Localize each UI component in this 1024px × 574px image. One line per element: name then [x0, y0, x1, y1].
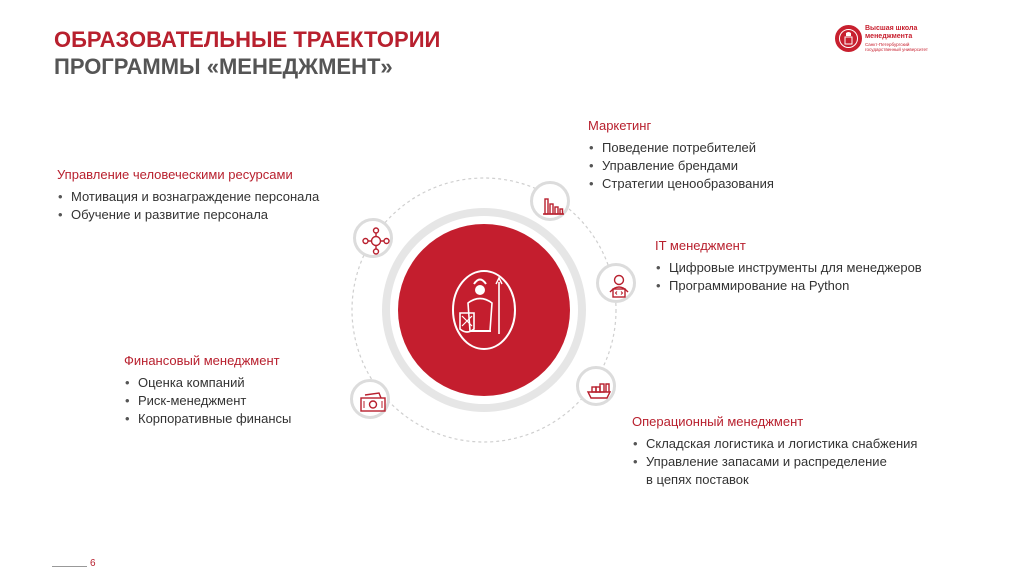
it-list [655, 259, 922, 295]
hr-item: • Мотивация и вознаграждение персонала [57, 188, 319, 206]
title-line-1: ОБРАЗОВАТЕЛЬНЫЕ ТРАЕКТОРИИ [54, 27, 441, 52]
marketing-title: Маркетинг [588, 118, 652, 133]
operations-list [632, 435, 917, 489]
it-item: • Цифровые инструменты для менеджеров [655, 259, 922, 277]
title-line-2: ПРОГРАММЫ «МЕНЕДЖМЕНТ» [54, 54, 393, 79]
hr-title: Управление человеческими ресурсами [57, 167, 293, 182]
finance-block [124, 352, 291, 428]
operations-node [576, 366, 616, 406]
logo-line-1: Высшая школа [865, 25, 918, 32]
marketing-item: • Поведение потребителей [588, 139, 774, 157]
marketing-list [588, 139, 774, 193]
programmer-icon [605, 272, 633, 300]
center-disc [398, 224, 570, 396]
marketing-block [588, 117, 774, 193]
it-node [596, 263, 636, 303]
page-number: 6 [90, 558, 96, 569]
logo-line-4: государственный университет [865, 47, 928, 52]
operations-block [632, 413, 917, 489]
operations-item: • Управление запасами и распределение [632, 453, 917, 471]
hr-item: • Обучение и развитие персонала [57, 206, 319, 224]
logo-line-2: менеджмента [865, 33, 913, 40]
marketing-item: • Управление брендами [588, 157, 774, 175]
finance-title: Финансовый менеджмент [124, 353, 280, 368]
finance-item: • Оценка компаний [124, 374, 291, 392]
footer-divider [52, 566, 87, 567]
it-title: IT менеджмент [655, 238, 746, 253]
hr-node [353, 218, 393, 258]
it-block [655, 237, 922, 295]
finance-list [124, 374, 291, 428]
bar-chart-icon [539, 190, 567, 218]
logo-line-3: Санкт-Петербургский [865, 42, 910, 47]
finance-item: • Риск-менеджмент [124, 392, 291, 410]
it-item: • Программирование на Python [655, 277, 922, 295]
operations-item-continuation: в цепях поставок [646, 472, 749, 487]
operations-item: • Складская логистика и логистика снабжения [632, 435, 917, 453]
money-icon [359, 388, 387, 416]
finance-item: • Корпоративные финансы [124, 410, 291, 428]
hr-list [57, 188, 319, 224]
hr-block [57, 166, 319, 224]
finance-node [350, 379, 390, 419]
operations-title: Операционный менеджмент [632, 414, 804, 429]
network-people-icon [362, 227, 390, 255]
marketing-item: • Стратегии ценообразования [588, 175, 774, 193]
marketing-node [530, 181, 570, 221]
cargo-ship-icon [585, 375, 613, 403]
